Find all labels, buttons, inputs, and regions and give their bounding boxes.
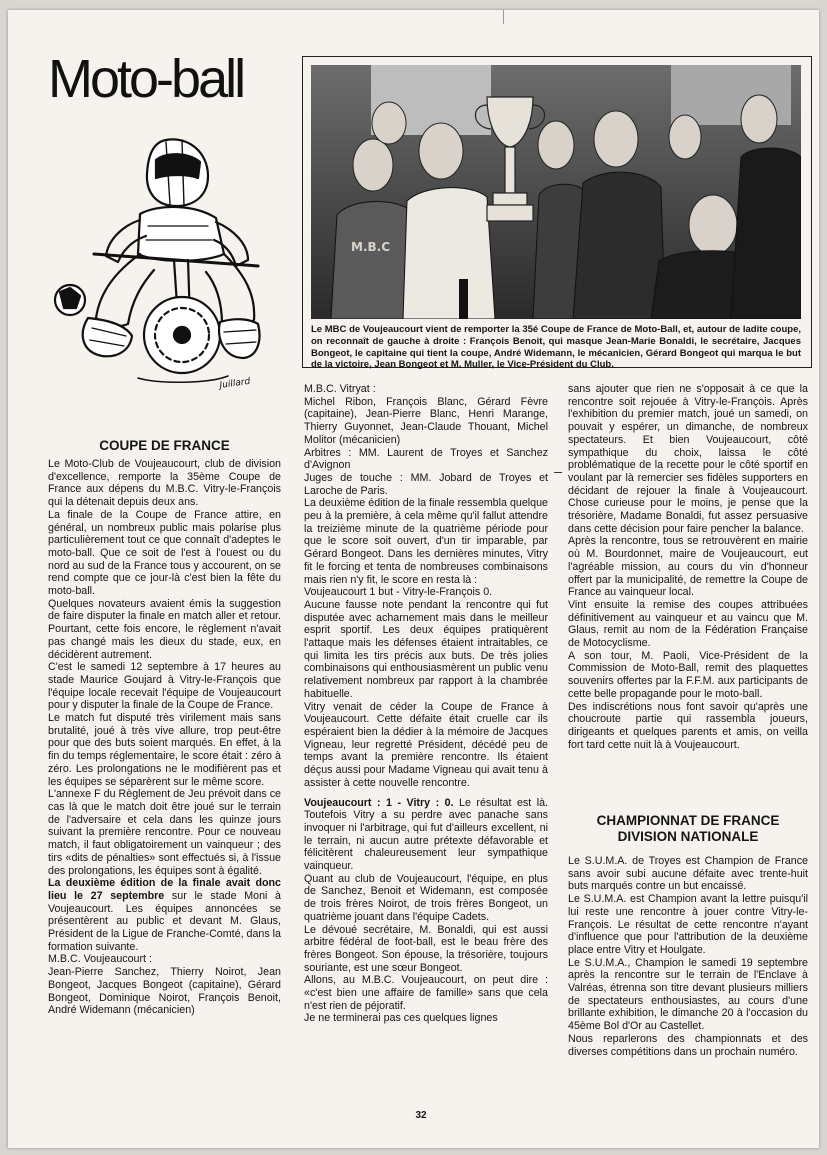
paragraph: M.B.C. Voujeaucourt : xyxy=(48,953,152,966)
article-column-2 xyxy=(304,383,548,1025)
paragraph: Jean-Pierre Sanchez, Thierry Noirot, Jean Bongeot, Jacques Bongeot (capitaine), Gérard Bongeot, Dominique Noirot, François Benoit, André Widemann (mécanicien) xyxy=(48,966,281,1017)
paragraph: Le Moto-Club de Voujeaucourt, club de division d'excellence, remporte la 35ème Coupe de France aux dépens du M.B.C. Vitry-le-François qui la détenait depuis deux ans. xyxy=(48,458,281,509)
paragraph: Quelques novateurs avaient émis la suggestion de faire disputer la finale en match aller et retour. Pourtant, cette fois encore, le règlement n'avait pas changé mais les dieux du stade, eux, en décidèrent autrement. xyxy=(48,597,281,661)
paragraph: Vitry venait de céder la Coupe de France à Voujeaucourt. Cette défaite était cruelle car ils espéraient bien la dédier à la mémoire de Jacques Vigneau, leur regretté Président, décédé peu de temps avant la première rencontre. Ils étaient déçus aussi pour Madame Vigneau qui avait tenu à assister à cette nouvelle rencontre. xyxy=(304,700,548,789)
paragraph: Juges de touche : MM. Jobard de Troyes et Laroche de Paris. xyxy=(304,471,548,497)
section-heading-championnat xyxy=(568,813,808,845)
bold-lead: Voujeaucourt : 1 - Vitry : 0. xyxy=(304,796,454,809)
paragraph xyxy=(48,877,281,953)
paragraph: Le dévoué secrétaire, M. Bonaldi, qui est aussi arbitre fédéral de foot-ball, est le beau frère des frères Bongeot. Son épouse, la trésorière, toujours souriante, est une sœur Bongeot. xyxy=(304,923,548,974)
paragraph: sans ajouter que rien ne s'opposait à ce que la rencontre soit rejouée à Vitry-le-François. Après l'exhibition du premier match, joué un samedi, on pouvait y espérer, un dimanche, de nombreux spectateurs. Et bien Voujeaucourt, côté sympathique du choix, laissa le côté problématique de la recette pour le côté sportif en voulant par là remercier ses fidèles supporters en décidant de rejouer la finale à Voujeaucourt. Chose curieuse pour le moins, je pense que la trésorière, Madame Bonaldi, fut assez persuasive dans cette décision pour faire pencher la balance. xyxy=(568,383,808,535)
paragraph: Après la rencontre, tous se retrouvèrent en mairie où M. Bourdonnet, maire de Voujeaucourt, eut l'agréable mission, au cours du vin d'honneur offert par la municipalité, de remettre la Coupe de France au vainqueur local. xyxy=(568,535,808,599)
team-trophy-photo xyxy=(311,65,801,319)
paragraph: Aucune fausse note pendant la rencontre qui fut disputée avec acharnement mais dans le meilleur esprit sportif. Les deux équipes pratiquèrent l'attaque mais les défenses étaient intraitables, ce qui limita les tirs précis aux buts. De très jolies combinaisons qui enthousiasmèrent un public venu relativement nombreux par rapport à la chambrée habituelle. xyxy=(304,598,548,700)
paragraph-text: sur le stade Moni à Voujeaucourt. Les équipes annoncées se présentèrent au public et devant M. Glaus, Président de la Ligue de Franche-Comté, dans la formation suivante. xyxy=(48,889,281,953)
article-column-3 xyxy=(568,383,808,751)
paragraph: Le S.U.M.A. de Troyes est Champion de France sans avoir subi aucune défaite avec trente-huit buts marqués contre un but encaissé. xyxy=(568,855,808,893)
article-column-3-championnat xyxy=(568,855,808,1058)
paragraph: Des indiscrétions nous font savoir qu'après une choucroute partie qui rassembla joueurs, dirigeants et quelques parents et amis, on veilla fort tard cette nuit là à Voujeaucourt. xyxy=(568,700,808,751)
page-number: 32 xyxy=(415,1110,427,1121)
section-heading-coupe: COUPE DE FRANCE xyxy=(99,438,230,453)
paragraph: Le match fut disputé très virilement mais sans brutalité, joué à très vive allure, trop peut-être pour que des buts soient marqués. En effet, à la fin du temps réglementaire, le score était : zéro à zéro. Les prolongations ne le modifièrent pas et les équipes se séparèrent sur le même score. xyxy=(48,712,281,788)
photo-figure xyxy=(302,56,812,371)
paragraph: La deuxième édition de la finale ressembla quelque peu à la première, à cela même qu'il fallut attendre la treizième minute de la quatrième période pour que le score soit ouvert, d'un tir imparable, par Gérard Bongeot. Dans les dernières minutes, Vitry fit le forcing et tenta de nombreuses combinaisons mais rien n'y fit, le score en resta là : xyxy=(304,497,548,586)
paragraph: Le S.U.M.A., Champion le samedi 19 septembre après la rencontre sur le terrain de l'Enclave à Valréas, étrenna son titre devant plusieurs milliers de spectateurs enthousiastes, au cours d'une brillante exhibition, le dimanche 20 à l'occasion du 45ème Bol d'Or au Castellet. xyxy=(568,956,808,1033)
motoball-rider-illustration xyxy=(48,130,263,395)
paragraph: Quant au club de Voujeaucourt, l'équipe, en plus de Sanchez, Benoit et Widemann, est composée de trois frères Noirot, de trois frères Bongeot, un quatrième jouant dans l'équipe Cadets. xyxy=(304,872,548,923)
bold-lead: La deuxième édition de la finale avait donc lieu le 27 septembre xyxy=(48,877,281,902)
paragraph: L'annexe F du Règlement de Jeu prévoit dans ce cas là que le match doit être joué sur le terrain de l'adversaire et cela dans les quinze jours suivant la première rencontre. Pour ce nouveau match, il faut obligatoirement un vainqueur ; des tirs «dits de pénalties» sont effectués si, à l'issue des prolongations, les équipes sont à égalité. xyxy=(48,788,281,877)
photo-caption: Le MBC de Voujeaucourt vient de remporter la 35é Coupe de France de Moto-Ball, et, autour de ladite coupe, on reconnaît de gauche à droite : François Benoit, qui masque Jean-Marie Bonaldi, le secrétaire, Jacques Bongeot, le capitaine qui tient la coupe, André Widemann, le mécanicien, Gérard Bongeot qui marqua le but de la victoire, Jean Bongeot et M. Muller, le Vice-Président du Club. xyxy=(311,324,801,371)
hyphen-mark xyxy=(554,472,562,473)
paragraph: Le S.U.M.A. est Champion avant la lettre puisqu'il lui reste une rencontre à jouer contre Vitry-le-François. Le résultat de cette rencontre n'ayant d'influence que pour l'attribution de la deuxième place entre Vitry et Houlgate. xyxy=(568,893,808,956)
paragraph: Michel Ribon, François Blanc, Gérard Fèvre (capitaine), Jean-Pierre Blanc, Henri Marange, Thierry Guyonnet, Jean-Claude Thouant, Michel Molitor (mécanicien) xyxy=(304,395,548,446)
heading-line: CHAMPIONNAT DE FRANCE xyxy=(596,813,780,828)
paragraph: Voujeaucourt 1 but - Vitry-le-François 0. xyxy=(304,586,493,599)
paragraph: C'est le samedi 12 septembre à 17 heures au stade Maurice Goujard à Vitry-le-François que l'équipe locale recevait l'équipe de Voujeaucourt pour y disputer la finale de la Coupe de France. xyxy=(48,661,281,712)
paragraph: La finale de la Coupe de France attire, en général, un nombreux public mais polarise plus particulièrement tout ce que connaît d'adeptes le moto-ball. Que ce soit de l'est à l'ouest ou du nord au sud de la France tous y accourent, on se rend compte que ce jour-là c'est bien la fête du moto-ball. xyxy=(48,508,281,598)
paragraph: Je ne terminerai pas ces quelques lignes xyxy=(304,1012,498,1025)
paragraph xyxy=(304,797,548,873)
paragraph: M.B.C. Vitryat : xyxy=(304,383,376,395)
jersey-text: M.B.C xyxy=(351,240,391,254)
paragraph: Nous reparlerons des championnats et des diverses compétitions dans un prochain numéro. xyxy=(568,1032,808,1058)
magazine-page xyxy=(8,10,819,1148)
paragraph: A son tour, M. Paoli, Vice-Président de la Commission de Moto-Ball, remit des plaquettes souvenirs offertes par la F.F.M. aux participants de cette belle propagande pour le moto-ball. xyxy=(568,649,808,700)
paragraph: Allons, au M.B.C. Voujeaucourt, on peut dire : «c'est bien une affaire de famille» sans que cela n'est rien de péjoratif. xyxy=(304,974,548,1012)
heading-line: DIVISION NATIONALE xyxy=(617,829,759,844)
paragraph-text: Le résultat est là. Toutefois Vitry a su perdre avec panache sans invoquer ni l'arbitrage, qui fut d'ailleurs excellent, ni le terrain, ni aucun autre prétexte défavorable et félicitèrent chaleureusement leur sympathique vainqueur. xyxy=(304,796,548,873)
article-column-1 xyxy=(48,458,281,1017)
fold-mark xyxy=(503,10,504,24)
svg-text:Juillard: Juillard xyxy=(219,376,251,391)
paragraph: Vint ensuite la remise des coupes attribuées définitivement au vainqueur et au vaincu que M. Glaus, remit au nom de la Fédération Française de Motocyclisme. xyxy=(568,598,808,650)
page-title: Moto-ball xyxy=(48,49,244,109)
paragraph: Arbitres : MM. Laurent de Troyes et Sanchez d'Avignon xyxy=(304,446,548,472)
